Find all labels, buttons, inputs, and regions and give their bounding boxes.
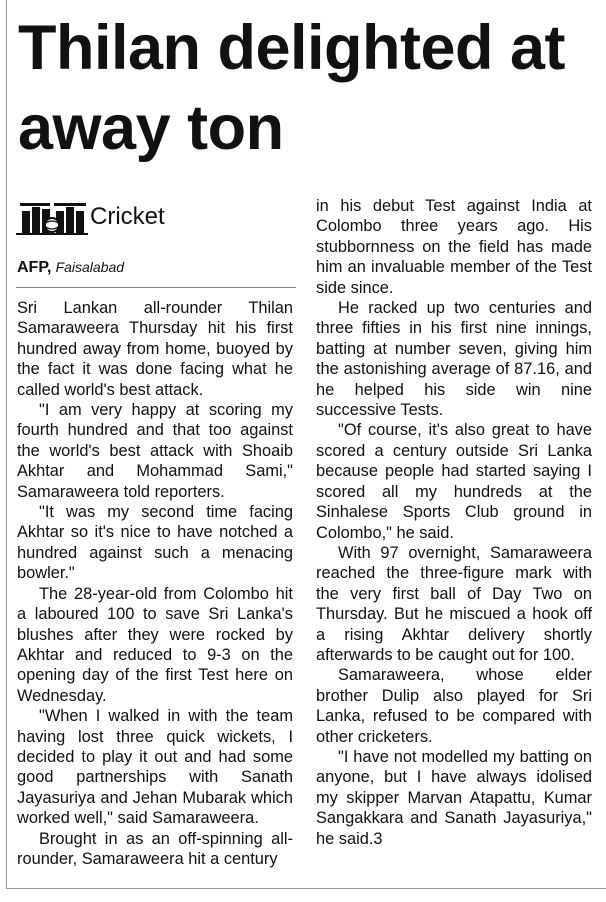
- section-label: [16, 199, 296, 235]
- left-border-rule: [6, 0, 7, 888]
- paragraph: He racked up two centuries and three fifties in his first nine innings, batting at number seven, giving him the astonishing average of 87.16, and he helped his side win nine successive Tests.: [316, 299, 592, 420]
- paragraph: Brought in as an off-spinning all-rounder, Samaraweera hit a century: [17, 829, 293, 868]
- byline-place: Faisalabad: [55, 259, 125, 275]
- paragraph: "I have not modelled my batting on anyone, but I have always idolised my skipper Marvan Atapattu, Kumar Sangakkara and Sanath Jayasuriya," he said.3: [316, 747, 592, 848]
- paragraph: With 97 overnight, Samaraweera reached the three-figure mark with the very first ball of Day Two on Thursday. But he miscued a hook off a rising Akhtar delivery shortly afterwards to be caught out for 100.: [316, 543, 592, 664]
- section-title: Cricket: [90, 203, 165, 230]
- paragraph: "When I walked in with the team having lost three quick wickets, I decided to play it out and had some good partnerships with Sanath Jayasuriya and Jehan Mubarak which worked well," said Samaraweera.: [17, 707, 293, 828]
- paragraph: "It was my second time facing Akhtar so it's nice to have notched a hundred against such a menacing bowler.": [17, 503, 293, 583]
- paragraph: "Of course, it's also great to have scored a century outside Sri Lanka because people had started saying I scored all my hundreds at the Sinhalese Sports Club ground in Colombo," he said.: [316, 421, 592, 542]
- cricket-stumps-icon: [16, 199, 88, 235]
- byline: [17, 259, 124, 277]
- paragraph: in his debut Test against India at Colombo three years ago. His stubbornness on the field has made him an invaluable member of the Test side since.: [316, 197, 592, 297]
- headline: Thilan delighted at away ton: [18, 13, 566, 163]
- paragraph: Sri Lankan all-rounder Thilan Samaraweera Thursday hit his first hundred away from home, buoyed by the fact it was done facing what he called world's best attack.: [17, 299, 293, 399]
- paragraph: Samaraweera, whose elder brother Dulip also played for Sri Lanka, refused to be compared with other cricketers.: [316, 666, 592, 746]
- paragraph: "I am very happy at scoring my fourth hundred and that too against the world's best attack with Shoaib Akhtar and Mohammad Sami," Samaraweera told reporters.: [17, 401, 293, 501]
- byline-agency: AFP,: [17, 259, 52, 276]
- byline-rule: [16, 287, 296, 288]
- bottom-border-rule: [6, 888, 606, 889]
- article-column-right: [316, 196, 592, 849]
- article-column-left: [17, 298, 293, 869]
- paragraph: The 28-year-old from Colombo hit a laboured 100 to save Sri Lanka's blushes after they were rocked by Akhtar and reduced to 9-3 on the opening day of the first Test here on Wednesday.: [17, 584, 293, 705]
